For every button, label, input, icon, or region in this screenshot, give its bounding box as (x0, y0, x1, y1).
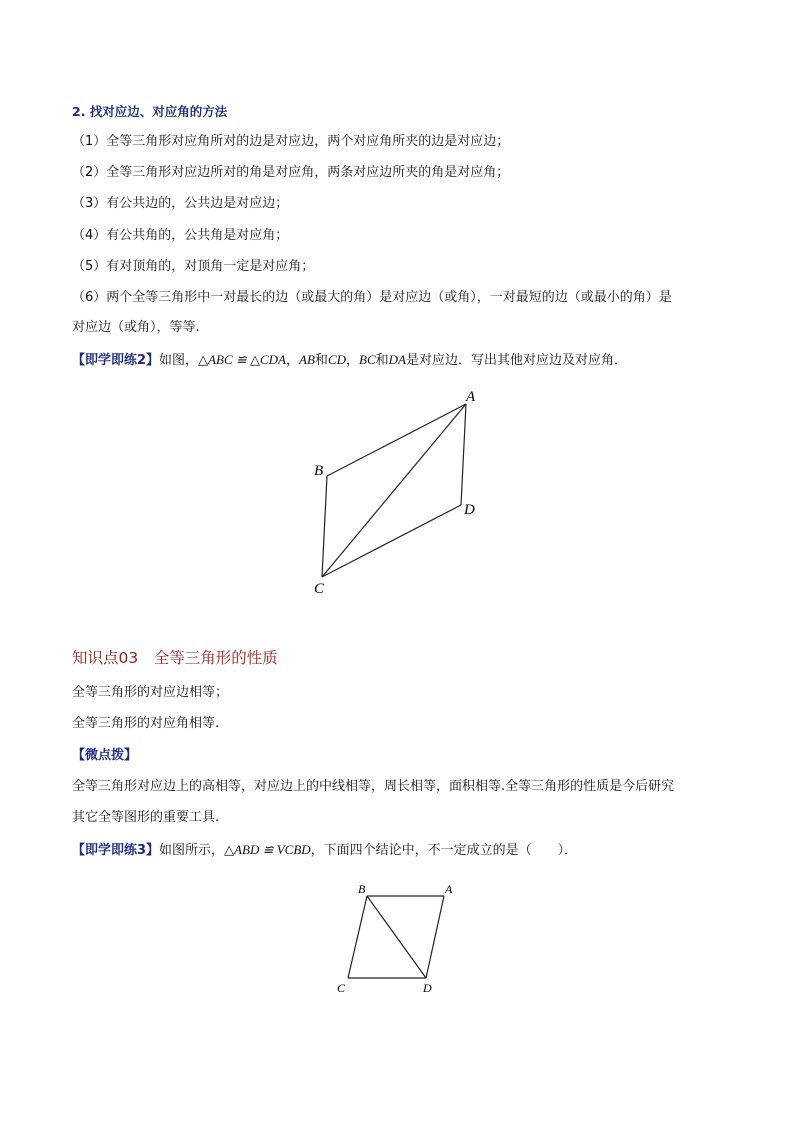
method-item-1: （1）全等三角形对应角所对的边是对应边，两个对应角所夹的边是对应边； (72, 134, 510, 149)
vertex-label-d: D (464, 502, 475, 518)
tip-line-1: 全等三角形对应边上的高相等，对应边上的中线相等，周长相等，面积相等.全等三角形的性质是今后研究 (72, 779, 675, 794)
exercise-2-text: 和 (375, 353, 389, 368)
side-label: BC (359, 352, 376, 367)
exercise-3-tag: 【即学即练3】 (72, 843, 160, 858)
vertex-label-c: C (314, 581, 325, 597)
segment-cd (322, 505, 461, 577)
exercise-2-text: 如图， (159, 353, 199, 368)
method-item-6-cont: 对应边（或角），等等. (72, 320, 200, 335)
exercise-2-prompt (72, 350, 732, 371)
segment-da (461, 404, 466, 505)
vertex-label-d: D (423, 981, 432, 995)
method-item-2: （2）全等三角形对应边所对的角是对应角，两条对应边所夹的角是对应角； (72, 165, 510, 180)
exercise-2-text: 和 (314, 353, 328, 368)
method-item-3: （3）有公共边的，公共边是对应边； (72, 196, 289, 211)
section-heading: 2. 找对应边、对应角的方法 (72, 104, 228, 119)
diagonal-bd (367, 896, 426, 978)
figure-parallelogram-2 (330, 878, 470, 998)
side-label: DA (388, 352, 406, 367)
tip-tag: 【微点拨】 (72, 748, 138, 763)
exercise-3-text: 如图所示， (159, 843, 225, 858)
tip-line-2: 其它全等图形的重要工具. (72, 810, 220, 825)
exercise-2-text: 是对应边．写出其他对应边及对应角． (406, 353, 628, 368)
figure-parallelogram-1 (300, 385, 500, 605)
vertex-label-c: C (337, 981, 346, 995)
congruence-expression: △ABC ≌ △CDA (198, 352, 287, 367)
method-item-4: （4）有公共角的，公共角是对应角； (72, 228, 289, 243)
side-label: CD (327, 352, 346, 367)
exercise-2-text: ， (346, 353, 360, 368)
method-item-5: （5）有对顶角的，对顶角一定是对应角； (72, 259, 315, 274)
vertex-label-b: B (358, 882, 366, 896)
segment-bc (322, 476, 327, 577)
segment-ab (327, 404, 466, 476)
exercise-2-text: ， (286, 353, 300, 368)
knowledge-point-title: 知识点03 全等三角形的性质 (72, 649, 278, 667)
vertex-label-a: A (466, 389, 476, 405)
exercise-2-tag: 【即学即练2】 (72, 353, 160, 368)
exercise-3-text: ，下面四个结论中，不一定成立的是（ ）． (310, 843, 578, 858)
property-line-2: 全等三角形的对应角相等. (72, 716, 220, 731)
exercise-3-prompt (72, 840, 732, 861)
method-item-6: （6）两个全等三角形中一对最长的边（或最大的角）是对应边（或角），一对最短的边（或最小的角）是 (72, 290, 672, 305)
vertex-label-b: B (314, 463, 324, 479)
segment-ad (426, 896, 444, 978)
diagonal-ac (322, 404, 466, 577)
side-label: AB (299, 352, 315, 367)
segment-cb (348, 896, 367, 978)
congruence-expression: △ABD ≌ VCBD (224, 842, 311, 857)
vertex-label-a: A (445, 882, 453, 896)
property-line-1: 全等三角形的对应边相等； (72, 685, 229, 700)
